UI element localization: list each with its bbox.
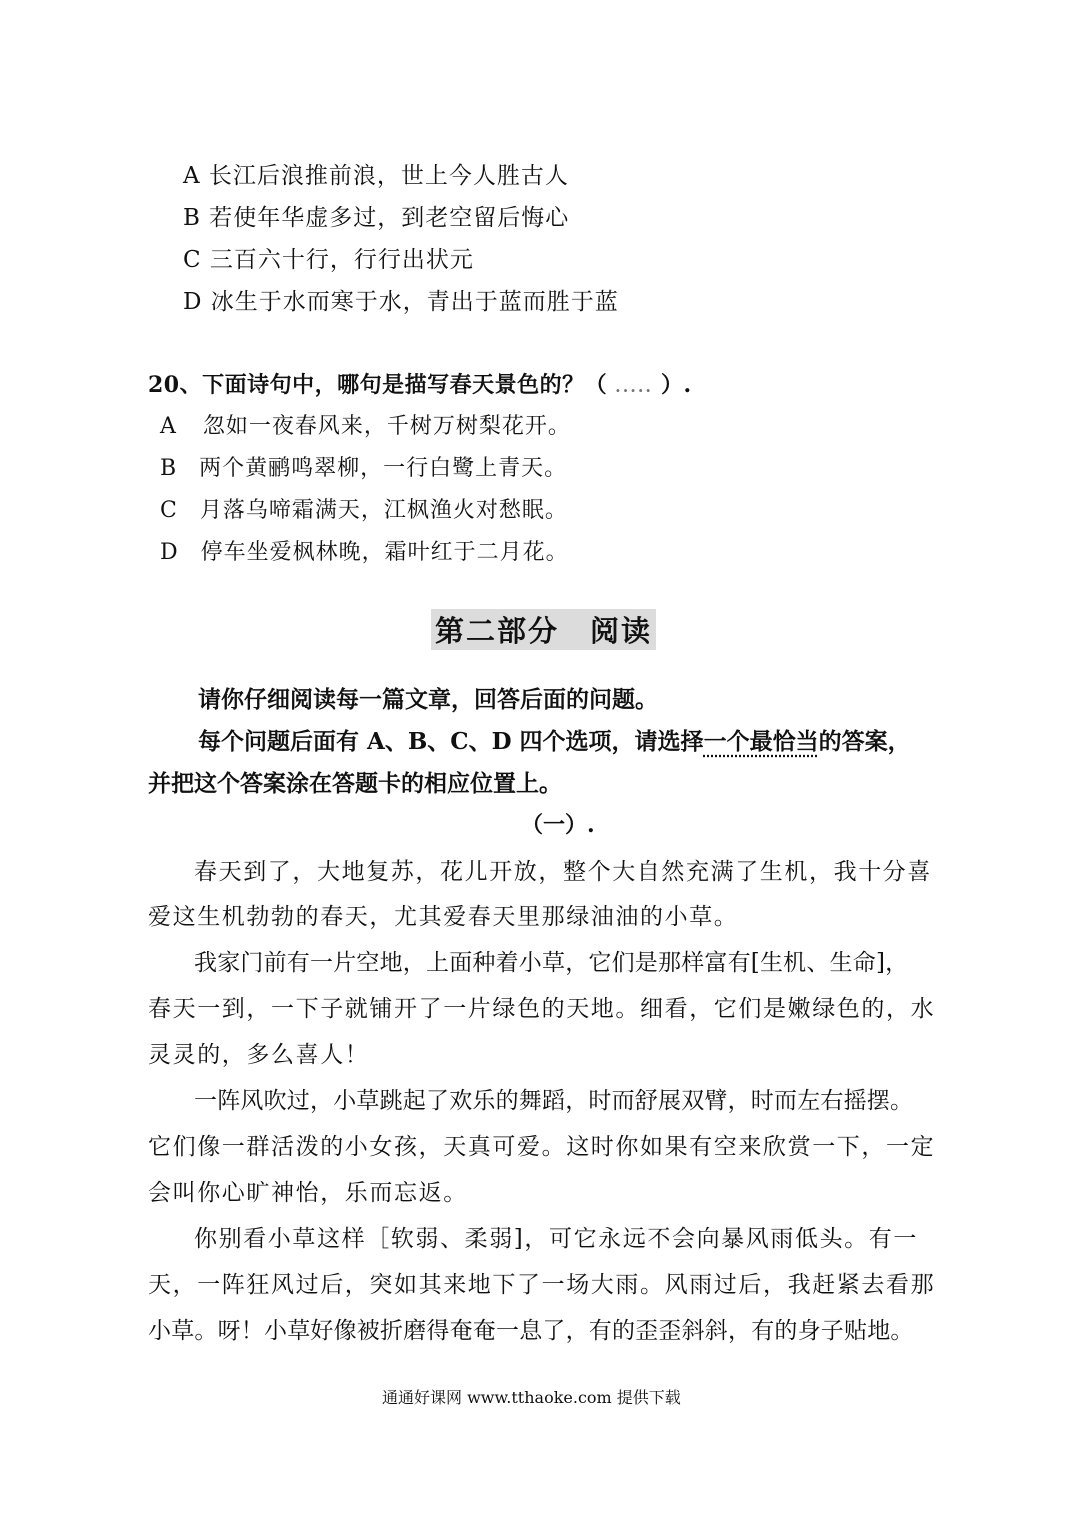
instruction-text: 每个问题后面有 A、B、C、D 四个选项，请选择 [198, 728, 704, 755]
q20-option-c [160, 493, 568, 524]
q20-option-a [160, 409, 571, 440]
instruction-text: 的答案， [818, 728, 911, 755]
instruction-line-1: 请你仔细阅读每一篇文章，回答后面的问题。 [198, 686, 658, 713]
q20-option-b [160, 451, 567, 482]
passage-line: 春天到了，大地复苏，花儿开放，整个大自然充满了生机，我十分喜 [194, 859, 932, 885]
q20-option-text: 停车坐爱枫林晚，霜叶红于二月花。 [200, 540, 569, 565]
q20-answer-blank: ..... [615, 377, 653, 396]
passage-line: 我家门前有一片空地，上面种着小草，它们是那样富有[生机、生命]， [194, 950, 909, 976]
q20-title [148, 368, 692, 399]
passage-line: 小草。呀！小草好像被折磨得奄奄一息了，有的歪歪斜斜，有的身子贴地。 [148, 1318, 914, 1344]
q20-option-d [160, 535, 569, 566]
q19-option-c: C 三百六十行，行行出状元 [183, 247, 474, 273]
q20-option-text: 忽如一夜春风来，千树万树梨花开。 [202, 414, 571, 439]
q20-title-close: ）. [660, 372, 692, 398]
q19-option-d: D 冰生于水而寒于水，青出于蓝而胜于蓝 [183, 289, 619, 315]
q20-option-text: 月落乌啼霜满天，江枫渔火对愁眠。 [199, 498, 568, 523]
passage-number: （一）. [521, 812, 595, 838]
q19-option-b: B 若使年华虚多过，到老空留后悔心 [183, 205, 570, 231]
q20-option-letter: D [160, 540, 179, 565]
footer-credit: 通通好课网 www.tthaoke.com 提供下载 [382, 1388, 681, 1407]
instruction-line-2 [198, 723, 911, 756]
q19-option-a: A 长江后浪推前浪，世上今人胜古人 [183, 163, 569, 189]
passage-line: 春天一到，一下子就铺开了一片绿色的天地。细看，它们是嫩绿色的，水 [148, 996, 936, 1022]
q20-option-letter: A [160, 414, 177, 439]
section-title: 第二部分 阅读 [431, 609, 656, 650]
emphasis-text: 一个最恰当 [703, 728, 819, 755]
passage-line: 它们像一群活泼的小女孩，天真可爱。这时你如果有空来欣赏一下，一定 [148, 1134, 936, 1160]
passage-line: 天，一阵狂风过后，突如其来地下了一场大雨。风雨过后，我赶紧去看那 [148, 1272, 936, 1298]
passage-line: 灵灵的，多么喜人！ [148, 1042, 370, 1068]
q20-option-letter: C [160, 498, 178, 523]
passage-line: 爱这生机勃勃的春天，尤其爱春天里那绿油油的小草。 [148, 904, 739, 930]
q20-title-text: 20、下面诗句中，哪句是描写春天景色的？（ [148, 372, 608, 398]
instruction-line-3: 并把这个答案涂在答题卡的相应位置上。 [148, 770, 562, 797]
q20-option-letter: B [160, 456, 178, 481]
passage-line: 你别看小草这样［软弱、柔弱]，可它永远不会向暴风雨低头。有一 [194, 1226, 918, 1252]
passage-line: 一阵风吹过，小草跳起了欢乐的舞蹈，时而舒展双臂，时而左右摇摆。 [194, 1088, 914, 1114]
q20-option-text: 两个黄鹂鸣翠柳，一行白鹭上青天。 [199, 456, 568, 481]
passage-line: 会叫你心旷神怡，乐而忘返。 [148, 1180, 468, 1206]
